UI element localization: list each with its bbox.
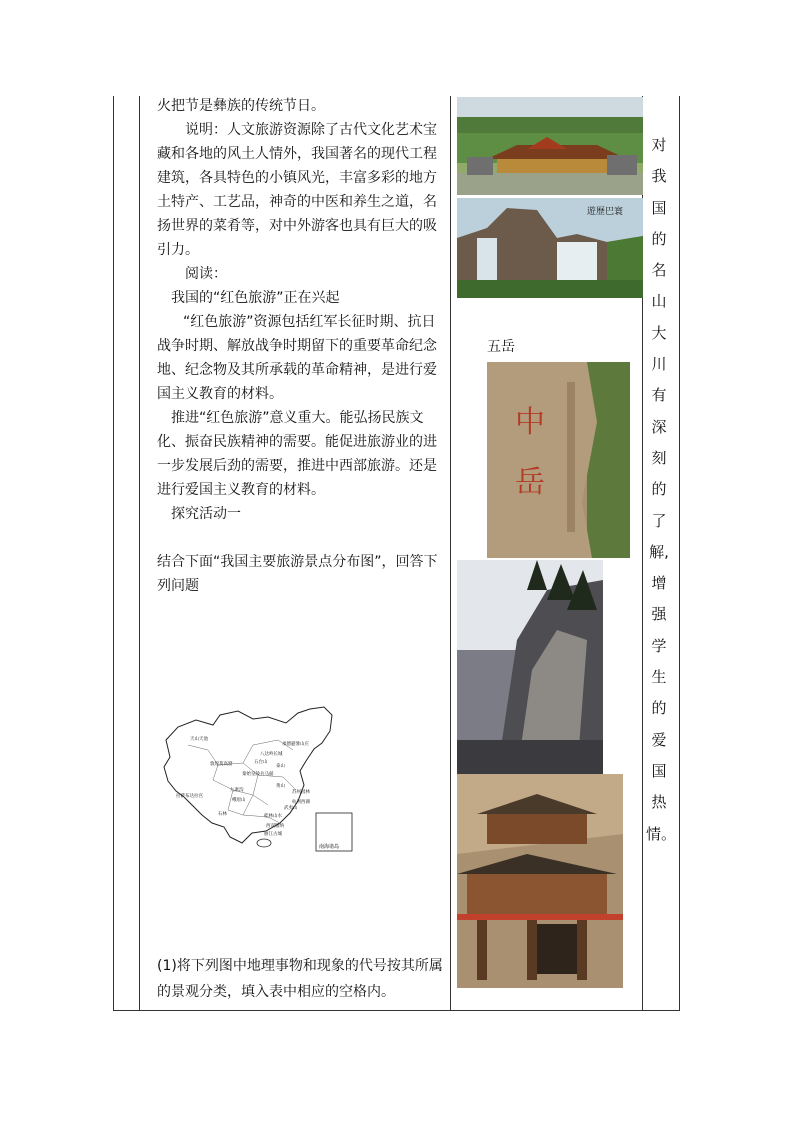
photo-mountain-pines — [457, 560, 603, 774]
inset-label: 南海诸岛 — [319, 844, 340, 850]
map-place: 武夷山 — [284, 806, 298, 811]
vertical-char: 深 — [651, 417, 667, 436]
china-tourist-map — [158, 705, 358, 855]
paragraph-red-tourism-title: 我国的“红色旅游”正在兴起 — [171, 290, 340, 306]
map-place: 丽江古城 — [264, 832, 282, 837]
vertical-char: 我 — [651, 167, 667, 186]
vertical-char: 刻 — [651, 448, 667, 467]
map-place: 杭州西湖 — [292, 800, 310, 805]
table-border-divider-2 — [450, 96, 451, 1011]
map-place: 拉萨布达拉宫 — [176, 794, 203, 799]
map-place: 苏州园林 — [292, 790, 310, 795]
vertical-char: 国 — [651, 198, 667, 217]
table-border-divider-1 — [139, 96, 140, 1011]
map-place: 黄山 — [276, 784, 285, 789]
map-place: 天山天池 — [190, 737, 208, 742]
paragraph-activity-instruction: 结合下面“我国主要旅游景点分布图”，回答下列问题 — [157, 554, 438, 594]
vertical-char: 山 — [651, 292, 667, 311]
paragraph-reading-label: 阅读： — [185, 266, 227, 282]
label-five-mountains: 五岳 — [487, 339, 515, 355]
map-place: 西双版纳 — [266, 824, 284, 829]
vertical-char: 生 — [651, 668, 667, 687]
paragraph-red-tourism-resources: “红色旅游”资源包括红军长征时期、抗日战争时期、解放战争时期留下的重要革命纪念地、纪念物及其所承载的革命精神，是进行爱国主义教育的材料。 — [157, 314, 437, 402]
vertical-char: 的 — [651, 480, 667, 499]
map-place: 敦煌莫高窟 — [210, 762, 233, 767]
vertical-char: 增 — [651, 574, 667, 593]
photo-palace-complex — [457, 97, 643, 195]
paragraph-explanation: 说明：人文旅游资源除了古代文化艺术宝藏和各地的风土人情外，我国著名的现代工程建筑，各具特色的小镇风光，丰富多彩的地方土特产、工艺品，神奇的中医和养生之道，名扬世界的菜肴等，对中外游客也具有巨大的吸引力。 — [157, 122, 437, 258]
vertical-char: 爱 — [651, 730, 667, 749]
photo-hanging-temple — [457, 774, 623, 988]
svg-text:中: 中 — [515, 405, 545, 440]
vertical-char: 的 — [651, 229, 667, 248]
vertical-char: 名 — [651, 261, 667, 280]
map-place: 石林 — [218, 812, 227, 817]
table-border-left — [113, 96, 114, 1011]
paragraph-red-tourism-significance: 推进“红色旅游”意义重大。能弘扬民族文化、振奋民族精神的需要。能促进旅游业的进一步发展后劲的需要，推进中西部旅游。还是进行爱国主义教育的材料。 — [157, 410, 437, 498]
paragraph-question-1: (1)将下列图中地理事物和现象的代号按其所属的景观分类，填入表中相应的空格内。 — [157, 958, 443, 1000]
vertical-char: 川 — [651, 355, 667, 374]
map-place: 泰山 — [276, 764, 285, 769]
vertical-objective-text — [646, 130, 677, 850]
photo-waterfall-rock — [457, 198, 643, 298]
vertical-char: 的 — [651, 699, 667, 718]
text-column — [157, 94, 447, 598]
vertical-char: 国 — [651, 761, 667, 780]
map-place: 桂林山水 — [264, 814, 282, 819]
spacer — [157, 526, 447, 550]
map-place: 八达岭长城 — [260, 752, 283, 757]
vertical-char: 对 — [651, 136, 667, 154]
question-text — [157, 953, 447, 1005]
map-place: 承德避暑山庄 — [282, 742, 309, 747]
photo-carved-cliff — [487, 362, 630, 558]
svg-text:岳: 岳 — [515, 465, 545, 500]
map-place: 九寨沟 — [230, 788, 244, 793]
vertical-char: 有 — [651, 386, 667, 405]
map-place: 峨眉山 — [232, 798, 246, 803]
table-border-right — [679, 96, 680, 1011]
vertical-char: 了 — [651, 511, 667, 530]
paragraph-activity-label: 探究活动一 — [171, 506, 241, 522]
vertical-char: 情。 — [646, 824, 677, 843]
vertical-char: 强 — [651, 605, 667, 624]
vertical-char: 大 — [651, 323, 667, 342]
table-border-bottom — [113, 1010, 680, 1011]
paragraph-torch-festival: 火把节是彝族的传统节日。 — [157, 98, 325, 114]
vertical-char: 学 — [651, 636, 667, 655]
map-place: 秦始皇陵兵马俑 — [242, 772, 274, 777]
vertical-char: 热 — [651, 793, 667, 812]
photo-watermark: 遊歷巴寰 — [587, 207, 624, 217]
china-map-svg — [158, 705, 358, 855]
map-place: 五台山 — [254, 760, 268, 765]
vertical-char: 解, — [649, 542, 669, 561]
